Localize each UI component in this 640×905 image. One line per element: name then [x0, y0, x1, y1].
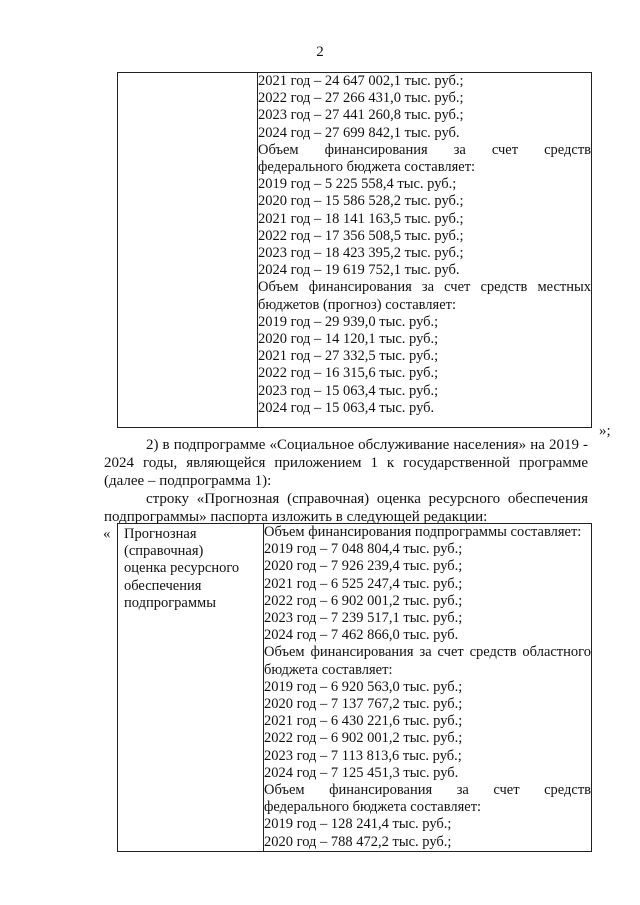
table2-line: 2020 год – 7 137 767,2 тыс. руб.;	[264, 696, 463, 713]
table1-line: 2019 год – 5 225 558,4 тыс. руб.;	[258, 176, 457, 193]
table2-left-cell	[118, 524, 264, 852]
table1-line: 2020 год – 14 120,1 тыс. руб.;	[258, 331, 439, 348]
table1-line: федерального бюджета составляет:	[258, 159, 476, 176]
table2-line: 2021 год – 6 525 247,4 тыс. руб.;	[264, 575, 463, 592]
opening-quote-mark: «	[103, 526, 111, 542]
table1-line: 2022 год – 27 266 431,0 тыс. руб.;	[258, 90, 464, 107]
table1-line: 2021 год – 18 141 163,5 тыс. руб.;	[258, 210, 464, 227]
table2-right-cell	[264, 524, 592, 852]
table1-line: 2024 год – 15 063,4 тыс. руб.	[258, 399, 435, 416]
table1-line: 2024 год – 19 619 752,1 тыс. руб.	[258, 262, 460, 279]
table2-line: 2022 год – 6 902 001,2 тыс. руб.;	[264, 592, 463, 609]
table2-line: 2019 год – 128 241,4 тыс. руб.;	[264, 816, 452, 833]
table2-left-line: обеспечения	[124, 577, 202, 594]
table2-line: 2023 год – 7 113 813,6 тыс. руб.;	[264, 747, 462, 764]
table1-right-cell	[258, 73, 592, 428]
table2-left-line: подпрограммы	[124, 594, 216, 611]
table2-line: 2024 год – 7 125 451,3 тыс. руб.	[264, 764, 459, 781]
page-number: 2	[316, 44, 324, 60]
table1-line: бюджетов (прогноз) составляет:	[258, 296, 457, 313]
table2-line: 2020 год – 7 926 239,4 тыс. руб.;	[264, 558, 463, 575]
table2-line: 2023 год – 7 239 517,1 тыс. руб.;	[264, 610, 463, 627]
table1-line: 2023 год – 15 063,4 тыс. руб.;	[258, 382, 439, 399]
paragraph-row-replacement: строку «Прогнозная (справочная) оценка ресурсного обеспечения подпрограммы» паспорта изложить в следующей редакции:	[104, 491, 588, 525]
table1-line: Объем финансирования за счет средств местных	[258, 279, 591, 296]
table2-left-line: (справочная)	[124, 543, 204, 560]
financing-table-subprogram-1	[117, 523, 592, 852]
table1-line: 2019 год – 29 939,0 тыс. руб.;	[258, 313, 439, 330]
table2-line: 2022 год – 6 902 001,2 тыс. руб.;	[264, 730, 463, 747]
table1-line: 2022 год – 17 356 508,5 тыс. руб.;	[258, 227, 464, 244]
table1-line: 2021 год – 24 647 002,1 тыс. руб.;	[258, 73, 464, 89]
table2-line: Объем финансирования за счет средств областного	[264, 644, 591, 661]
table1-line: 2023 год – 27 441 260,8 тыс. руб.;	[258, 107, 464, 124]
table2-line: 2019 год – 6 920 563,0 тыс. руб.;	[264, 678, 463, 695]
table2-line: 2021 год – 6 430 221,6 тыс. руб.;	[264, 713, 463, 730]
table2-left-line: оценка ресурсного	[124, 560, 240, 577]
table2-line: 2024 год – 7 462 866,0 тыс. руб.	[264, 627, 459, 644]
paragraph-subprogram-1: 2) в подпрограмме «Социальное обслуживание населения» на 2019 - 2024 годы, являющейся приложением 1 к государственной программе (далее – подпрограмма 1):	[104, 437, 588, 489]
table2-line: 2020 год – 788 472,2 тыс. руб.;	[264, 833, 452, 850]
financing-table-continued	[117, 72, 592, 428]
table1-line: 2020 год – 15 586 528,2 тыс. руб.;	[258, 193, 464, 210]
table2-left-line: Прогнозная	[124, 526, 197, 542]
table2-line: Объем финансирования за счет средств	[264, 782, 591, 799]
table1-line: 2022 год – 16 315,6 тыс. руб.;	[258, 365, 439, 382]
table1-line: 2023 год – 18 423 395,2 тыс. руб.;	[258, 245, 464, 262]
table2-line: 2019 год – 7 048 804,4 тыс. руб.;	[264, 541, 463, 558]
table1-line: Объем финансирования за счет средств	[258, 141, 591, 158]
closing-quote-mark: »;	[599, 423, 611, 439]
table1-left-cell	[118, 73, 258, 428]
table1-line: 2024 год – 27 699 842,1 тыс. руб.	[258, 124, 460, 141]
table2-line: Объем финансирования подпрограммы составляет:	[264, 524, 582, 540]
table1-line: 2021 год – 27 332,5 тыс. руб.;	[258, 348, 439, 365]
table2-line: бюджета составляет:	[264, 661, 393, 678]
table2-line: федерального бюджета составляет:	[264, 799, 482, 816]
